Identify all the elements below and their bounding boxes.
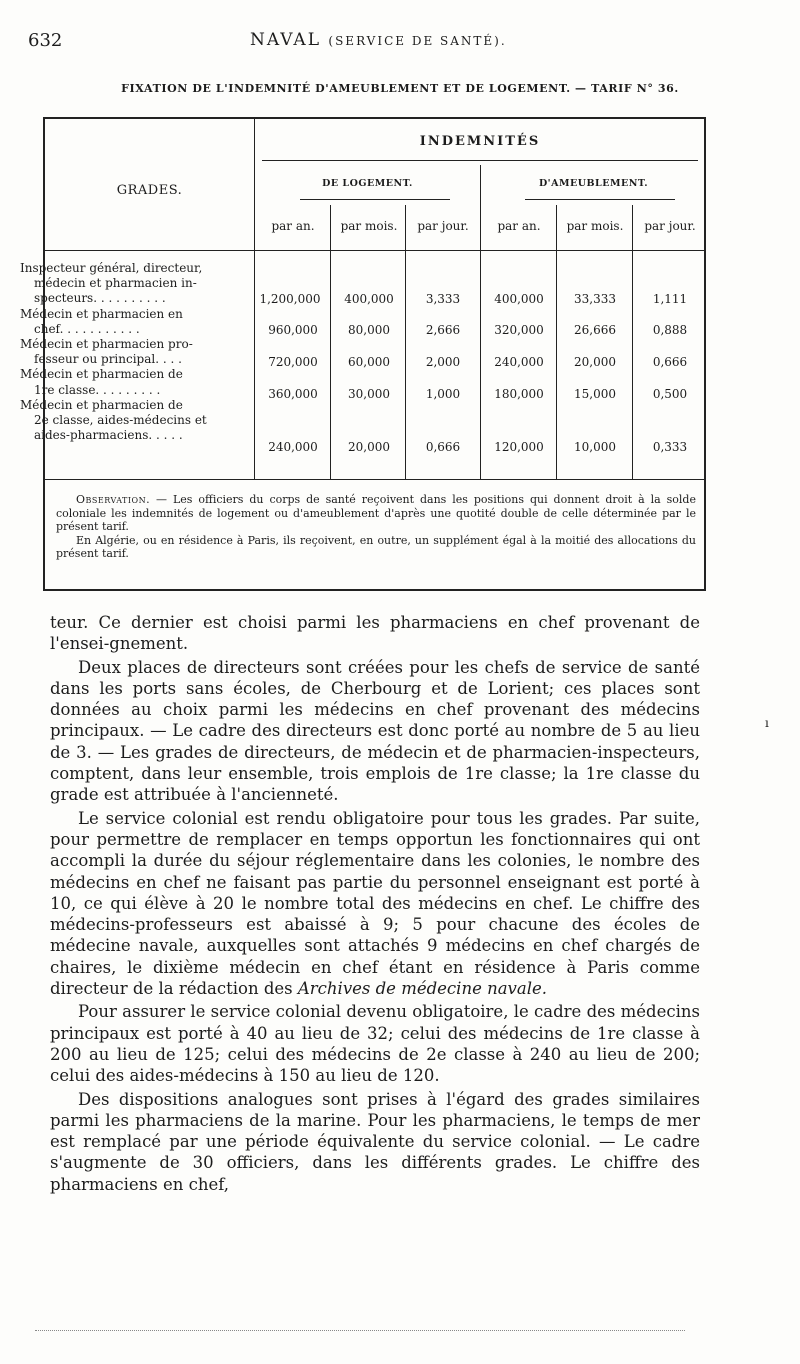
value-log-mois: 30,000 bbox=[348, 387, 390, 401]
table-observation bbox=[56, 493, 696, 561]
col-ameub-jour: par jour. bbox=[644, 219, 696, 233]
paragraph: Des dispositions analogues sont prises à l'égard des grades similaires parmi les pharmaciens de la marine. Pour les pharmaciens, le temps de mer est remplacé par une période équivalente du service colonial. — Le cadre s'augmente de 30 officiers, dans les différents grades. Le chiffre des pharmaciens en chef, bbox=[50, 1089, 700, 1194]
paragraph: Pour assurer le service colonial devenu obligatoire, le cadre des médecins principaux est porté à 40 au lieu de 32; celui des médecins de 1re classe à 200 au lieu de 125; celui des médecins de 2e classe à 240 au lieu de 200; celui des aides-médecins à 150 au lieu de 120. bbox=[50, 1002, 700, 1086]
indemnites-header: INDEMNITÉS bbox=[419, 134, 541, 149]
value-ameub-mois: 33,333 bbox=[574, 292, 616, 306]
col-divider-2 bbox=[405, 205, 406, 479]
margin-mark: ı bbox=[765, 716, 769, 730]
col-ameub-mois: par mois. bbox=[566, 219, 624, 233]
running-head-sub: (SERVICE DE SANTÉ). bbox=[328, 34, 507, 48]
value-log-mois: 60,000 bbox=[348, 355, 390, 369]
grade-line: fesseur ou principal. . . . bbox=[34, 352, 182, 367]
grade-line: chef. . . . . . . . . . . bbox=[34, 321, 140, 336]
value-ameub-mois: 10,000 bbox=[574, 440, 616, 454]
value-ameub-an: 400,000 bbox=[494, 292, 544, 306]
value-log-jour: 2,000 bbox=[425, 355, 461, 369]
value-log-jour: 2,666 bbox=[425, 323, 461, 337]
grade-line: Médecin et pharmacien pro- bbox=[20, 337, 193, 352]
col-log-an: par an. bbox=[271, 219, 315, 233]
table-title: FIXATION DE L'INDEMNITÉ D'AMEUBLEMENT ET DE LOGEMENT. — TARIF N° 36. bbox=[121, 82, 679, 95]
footer-rule bbox=[35, 1330, 685, 1332]
value-log-an: 360,000 bbox=[268, 387, 318, 401]
paragraph: teur. Ce dernier est choisi parmi les pharmaciens en chef provenant de l'ensei-gnement. bbox=[50, 613, 700, 654]
value-log-mois: 80,000 bbox=[348, 323, 390, 337]
paragraph-text: Le service colonial est rendu obligatoire pour tous les grades. Par suite, pour permettre de remplacer en temps opportun les fonctionnaires qui ont accompli la durée du séjour réglementaire dans les colonies, le nombre des médecins en chef ne faisant pas partie du personnel enseignant est porté à 10, ce qui élève à 20 le nombre total des médecins en chef. Le chiffre des médecins-professeurs est abaissé à 9; 5 pour chacune des écoles de médecine navale, auxquelles sont attachés 9 médecins en chef chargés de chaires, le dixième médecin en chef étant en résidence à Paris comme directeur de la rédaction des bbox=[50, 808, 700, 999]
logement-header: DE LOGEMENT. bbox=[322, 178, 413, 189]
group-divider bbox=[480, 165, 481, 479]
paragraph bbox=[50, 808, 700, 1000]
value-log-an: 240,000 bbox=[268, 440, 318, 454]
page-number: 632 bbox=[28, 30, 63, 51]
observation-text-1: — Les officiers du corps de santé reçoivent dans les positions qui donnent droit à la solde coloniale les indemnités de logement ou d'ameublement d'après une quotité double de celle déterminée par le présent tarif. bbox=[56, 493, 696, 533]
logement-rule bbox=[300, 199, 450, 200]
grade-line: specteurs. . . . . . . . . . bbox=[34, 291, 166, 306]
value-ameub-jour: 0,333 bbox=[652, 440, 688, 454]
value-ameub-jour: 1,111 bbox=[652, 292, 688, 306]
observation-paragraph-1 bbox=[56, 493, 696, 534]
value-log-jour: 1,000 bbox=[425, 387, 461, 401]
running-head bbox=[250, 30, 507, 50]
observation-lead: Observation. bbox=[76, 493, 151, 506]
value-ameub-mois: 26,666 bbox=[574, 323, 616, 337]
value-ameub-jour: 0,500 bbox=[652, 387, 688, 401]
value-ameub-an: 320,000 bbox=[494, 323, 544, 337]
col-log-jour: par jour. bbox=[417, 219, 469, 233]
value-log-an: 960,000 bbox=[268, 323, 318, 337]
ameublement-header: D'AMEUBLEMENT. bbox=[538, 178, 649, 189]
value-ameub-an: 240,000 bbox=[494, 355, 544, 369]
grade-line: Médecin et pharmacien de bbox=[20, 367, 183, 382]
grade-line: 2e classe, aides-médecins et bbox=[34, 413, 207, 428]
value-ameub-an: 120,000 bbox=[494, 440, 544, 454]
header-bottom-rule bbox=[45, 250, 704, 251]
grade-line: aides-pharmaciens. . . . . bbox=[34, 428, 183, 443]
grade-line: médecin et pharmacien in- bbox=[34, 276, 197, 291]
value-log-jour: 3,333 bbox=[425, 292, 461, 306]
col-ameub-an: par an. bbox=[497, 219, 541, 233]
grade-line: Médecin et pharmacien de bbox=[20, 397, 183, 412]
value-log-an: 720,000 bbox=[268, 355, 318, 369]
grades-column bbox=[20, 261, 256, 443]
value-ameub-mois: 20,000 bbox=[574, 355, 616, 369]
running-head-main: NAVAL bbox=[250, 30, 321, 50]
table-bottom-rule bbox=[45, 479, 704, 480]
value-log-mois: 20,000 bbox=[348, 440, 390, 454]
grade-line: 1re classe. . . . . . . . . bbox=[34, 382, 161, 397]
value-ameub-jour: 0,666 bbox=[652, 355, 688, 369]
journal-title: Archives de médecine navale. bbox=[297, 979, 547, 999]
value-log-an: 1,200,000 bbox=[259, 292, 321, 306]
col-log-mois: par mois. bbox=[340, 219, 398, 233]
indemnites-rule bbox=[262, 160, 698, 161]
value-ameub-jour: 0,888 bbox=[652, 323, 688, 337]
value-log-jour: 0,666 bbox=[425, 440, 461, 454]
col-divider-4 bbox=[556, 205, 557, 479]
body-text bbox=[50, 612, 700, 1197]
paragraph: Deux places de directeurs sont créées pour les chefs de service de santé dans les ports sans écoles, de Cherbourg et de Lorient; ces places sont données au choix parmi les médecins en chef provenant des médecins principaux. — Le cadre des directeurs est donc porté au nombre de 5 au lieu de 3. — Les grades de directeurs, de médecin et de pharmacien-inspecteurs, comptent, dans leur ensemble, trois emplois de 1re classe; la 1re classe du grade est attribuée à l'ancienneté. bbox=[50, 657, 700, 805]
grade-line: Inspecteur général, directeur, bbox=[20, 261, 203, 275]
grade-line: Médecin et pharmacien en bbox=[20, 306, 183, 321]
value-log-mois: 400,000 bbox=[344, 292, 394, 306]
col-divider-1 bbox=[330, 205, 331, 479]
ameublement-rule bbox=[525, 199, 675, 200]
col-divider-5 bbox=[632, 205, 633, 479]
grades-header: GRADES. bbox=[116, 183, 183, 198]
value-ameub-mois: 15,000 bbox=[574, 387, 616, 401]
observation-paragraph-2: En Algérie, ou en résidence à Paris, ils reçoivent, en outre, un supplément égal à la moitié des allocations du présent tarif. bbox=[56, 533, 696, 560]
value-ameub-an: 180,000 bbox=[494, 387, 544, 401]
